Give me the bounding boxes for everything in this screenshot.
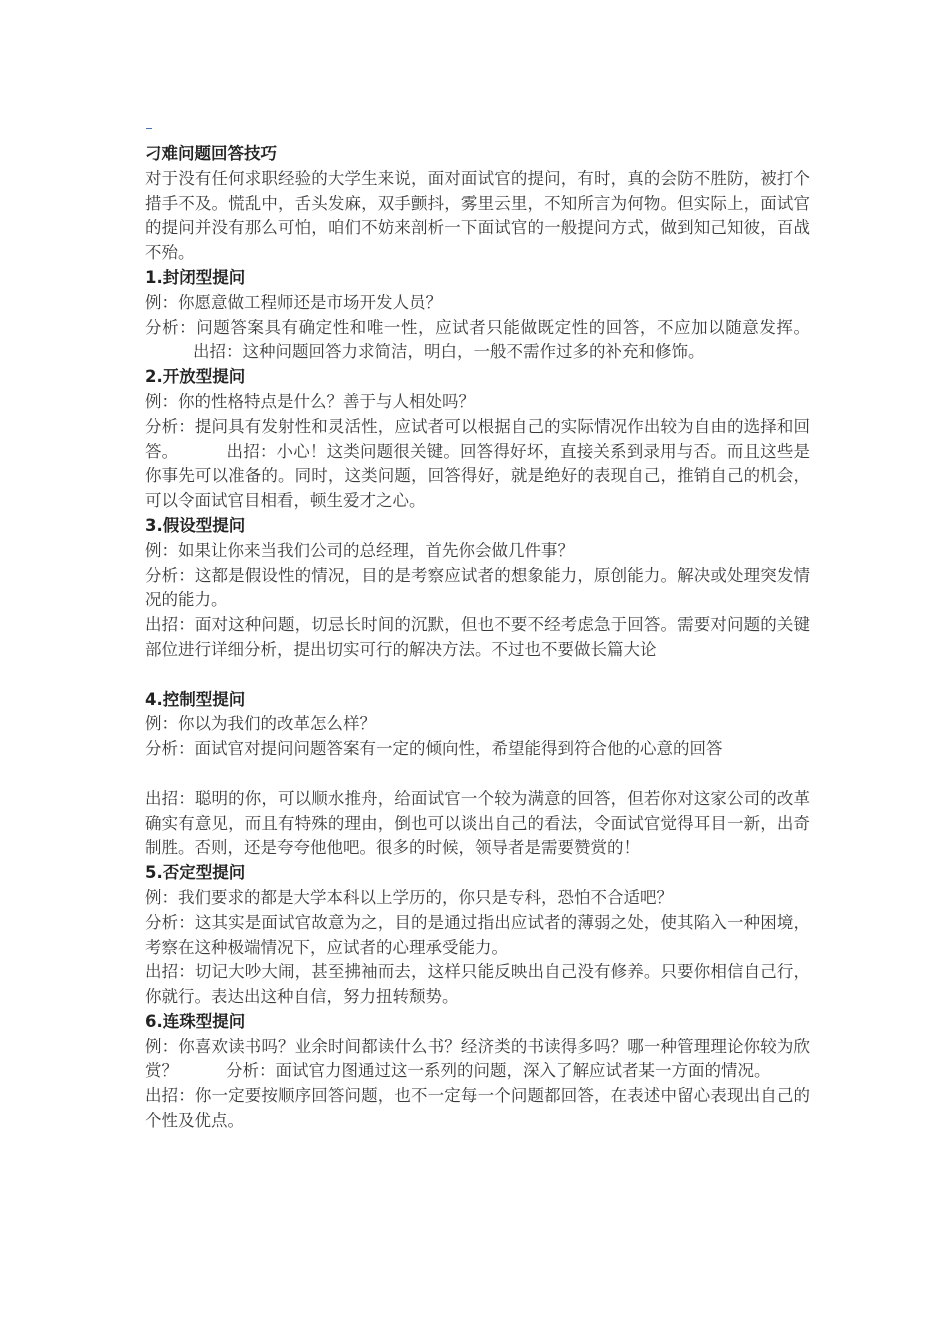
section-analysis: 分析：问题答案具有确定性和唯一性，应试者只能做既定性的回答，不应加以随意发挥。	[145, 317, 810, 337]
intro-paragraph: 对于没有任何求职经验的大学生来说，面对面试官的提问，有时，真的会防不胜防，被打个措手不及。慌乱中，舌头发麻，双手颤抖，雾里云里，不知所言为何物。但实际上，面试官的提问并没有那么可怕，咱们不妨来剖析一下面试官的一般提问方式，做到知己知彼，百战不殆。	[145, 168, 810, 263]
section-heading: 4.控制型提问	[145, 689, 246, 709]
blank-line	[145, 762, 810, 787]
section-analysis-tips	[145, 316, 810, 366]
section-tips: 出招：切记大吵大闹，甚至拂袖而去，这样只能反映出自己没有修养。只要你相信自己行，你就行。表达出这种自信，努力扭转颓势。	[145, 962, 810, 1007]
section-analysis: 分析：面试官对提问问题答案有一定的倾向性，希望能得到符合他的心意的回答	[145, 739, 723, 759]
section-analysis: 分析：提问具有发射性和灵活性，应试者可以根据自己的实际情况作出较为自由的选择和回答。	[145, 416, 810, 461]
section-tips: 出招：小心！这类问题很关键。回答得好坏，直接关系到录用与否。而且这些是你事先可以准备的。同时，这类问题，回答得好，就是绝好的表现自己，推销自己的机会，可以令面试官目相看，顿生爱才之心。	[145, 441, 811, 511]
section-analysis: 分析：这其实是面试官故意为之，目的是通过指出应试者的薄弱之处，使其陷入一种困境，考察在这种极端情况下，应试者的心理承受能力。	[145, 912, 810, 957]
link-marker[interactable]	[146, 128, 152, 129]
section-example: 例：你的性格特点是什么？善于与人相处吗？	[145, 391, 475, 411]
section-example: 例：你以为我们的改革怎么样？	[145, 714, 376, 734]
blank-line	[145, 663, 810, 688]
section-heading: 6.连珠型提问	[145, 1011, 246, 1031]
section-tips: 出招：面对这种问题，切忌长时间的沉默，但也不要不经考虑急于回答。需要对问题的关键部位进行详细分析，提出切实可行的解决方法。不过也不要做长篇大论	[145, 615, 810, 659]
section-analysis: 分析：面试官力图通过这一系列的问题，深入了解应试者某一方面的情况。	[226, 1061, 771, 1081]
section-example: 例：如果让你来当我们公司的总经理，首先你会做几件事？	[145, 540, 574, 560]
document-page	[145, 128, 810, 1134]
section-tips: 出招：聪明的你，可以顺水推舟，给面试官一个较为满意的回答，但若你对这家公司的改革确实有意见，而且有特殊的理由，倒也可以谈出自己的看法，令面试官觉得耳目一新，出奇制胜。否则，还是夸夸他他吧。很多的时候，领导者是需要赞赏的！	[145, 788, 810, 858]
section-example-analysis	[145, 1035, 810, 1085]
section-example: 例：你愿意做工程师还是市场开发人员？	[145, 292, 442, 312]
section-example: 例：我们要求的都是大学本科以上学历的，你只是专科，恐怕不合适吧？	[145, 887, 673, 907]
section-example: 例：你喜欢读书吗？业余时间都读什么书？经济类的书读得多吗？哪一种管理理论你较为欣赏？	[145, 1036, 810, 1081]
section-tips: 出招：这种问题回答力求简洁，明白，一般不需作过多的补充和修饰。	[193, 342, 705, 362]
section-heading: 3.假设型提问	[145, 515, 246, 535]
section-analysis: 分析：这都是假设性的情况，目的是考察应试者的想象能力，原创能力。解决或处理突发情况的能力。	[145, 565, 810, 610]
section-heading: 5.否定型提问	[145, 863, 246, 883]
section-heading: 2.开放型提问	[145, 367, 246, 387]
section-heading: 1.封闭型提问	[145, 267, 246, 287]
section-tips: 出招：你一定要按顺序回答问题，也不一定每一个问题都回答，在表述中留心表现出自己的个性及优点。	[145, 1086, 810, 1131]
document-title: 刁难问题回答技巧	[145, 144, 277, 163]
section-analysis-tips	[145, 415, 810, 514]
